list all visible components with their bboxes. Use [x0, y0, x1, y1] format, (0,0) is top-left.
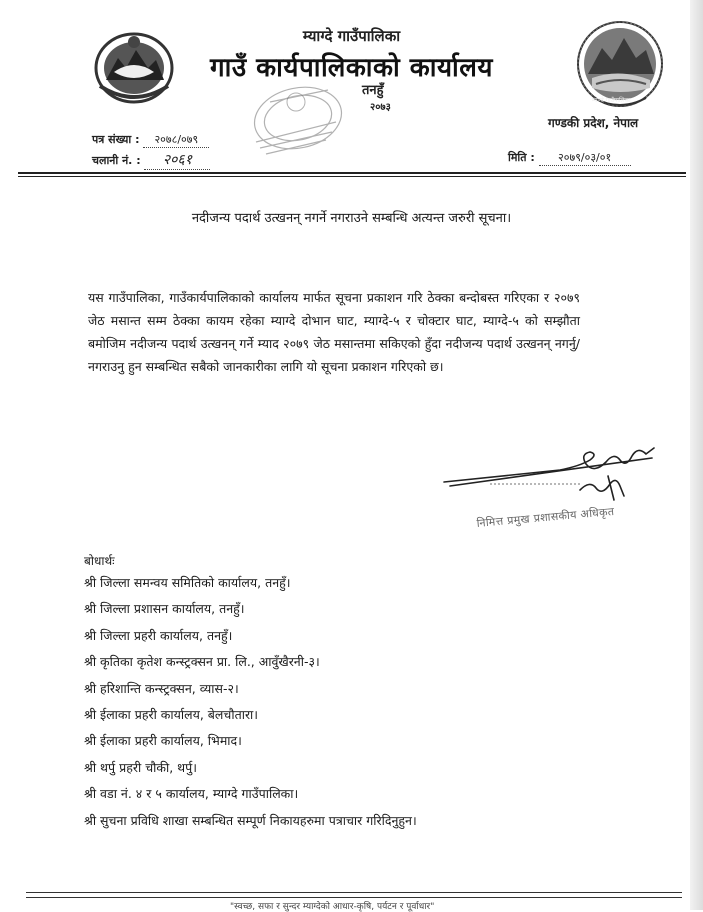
list-item: श्री ईलाका प्रहरी कार्यालय, भिमाद। — [84, 733, 242, 749]
notice-subject: नदीजन्य पदार्थ उत्खनन् नगर्ने नगराउने सम्बन्धि अत्यन्त जरुरी सूचना। — [191, 211, 512, 226]
list-item: श्री वडा नं. ४ र ५ कार्यालय, म्याग्दे गाउँपालिका। — [84, 786, 299, 802]
patra-sankhya-value: २०७८/०७९ — [143, 132, 209, 148]
notice-body: यस गाउँपालिका, गाउँकार्यपालिकाको कार्यालय मार्फत सूचना प्रकाशन गरि ठेक्का बन्दोबस्त गरिएका र २०७९ जेठ मसान्त सम्म ठेक्का कायम रहेका म्याग्दे दोभान घाट, म्याग्दे-५ र चोक्टार घाट, म्याग्दे-५ को सम्झौता बमोजिम नदीजन्य पदार्थ उत्खनन् गर्ने म्याद २०७९ जेठ मसान्तमा सकिएको हुँदा नदीजन्य पदार्थ उत्खनन् नगर्नु/नगराउनु हुन सम्बन्धित सबैको जानकारीका लागि यो सूचना प्रकाशन गरिएको छ। — [88, 290, 580, 374]
municipality-name: म्याग्दे गाउँपालिका — [302, 27, 401, 45]
list-item: श्री ईलाका प्रहरी कार्यालय, बेलचौतारा। — [84, 706, 259, 722]
patra-sankhya-label: पत्र संख्या : — [92, 133, 140, 146]
chalani-row — [92, 150, 210, 170]
list-item: श्री कृतिका कृतेश कन्स्ट्रक्सन प्रा. लि., आवुँखैरनी-३। — [84, 654, 320, 670]
patra-sankhya-row — [92, 132, 209, 148]
list-item: श्री जिल्ला प्रहरी कार्यालय, तनहुँ। — [84, 627, 233, 643]
footer-divider — [26, 892, 682, 893]
province-name: गण्डकी प्रदेश, नेपाल — [548, 116, 639, 130]
list-item: श्री थर्पु प्रहरी चौकी, थर्पु। — [84, 759, 197, 775]
established-year: २०७३ — [370, 102, 391, 113]
chalani-label: चलानी नं. : — [92, 154, 141, 167]
list-item: श्री जिल्ला प्रशासन कार्यालय, तनहुँ। — [84, 601, 245, 617]
header-divider-thin — [18, 176, 686, 177]
office-name: गाउँ कार्यपालिकाको कार्यालय — [210, 53, 493, 83]
scan-edge — [690, 0, 703, 910]
header-divider — [18, 172, 686, 174]
footer-slogan: "स्वच्छ, सफा र सुन्दर म्याग्देको आधार-कृषि, पर्यटन र पूर्वाधार" — [230, 902, 435, 912]
list-item: श्री जिल्ला समन्वय समितिको कार्यालय, तनहुँ। — [84, 575, 291, 590]
recipient-list — [84, 570, 417, 834]
chalani-value: २०६१ — [144, 150, 210, 170]
office-stamp-icon — [236, 82, 348, 164]
date-label: मिति : — [508, 151, 535, 164]
list-item: श्री हरिशान्ति कन्स्ट्रक्सन, व्यास-२। — [84, 680, 239, 696]
signature-icon — [440, 430, 660, 510]
list-item: श्री सुचना प्रविधि शाखा सम्बन्धित सम्पूर्ण निकायहरुमा पत्राचार गरिदिनुहुन। — [84, 812, 417, 828]
date-value: २०७९/०३/०१ — [539, 150, 631, 166]
bodharth-label: बोधार्थः — [84, 554, 115, 568]
district-name: तनहुँ — [362, 83, 384, 98]
footer-divider-thin — [26, 897, 682, 898]
date-row — [508, 150, 631, 166]
signatory-title: निमित्त प्रमुख प्रशासकीय अधिकृत — [476, 504, 615, 530]
logo-caption: म्याग्दे गाउँपालिका — [592, 97, 631, 104]
